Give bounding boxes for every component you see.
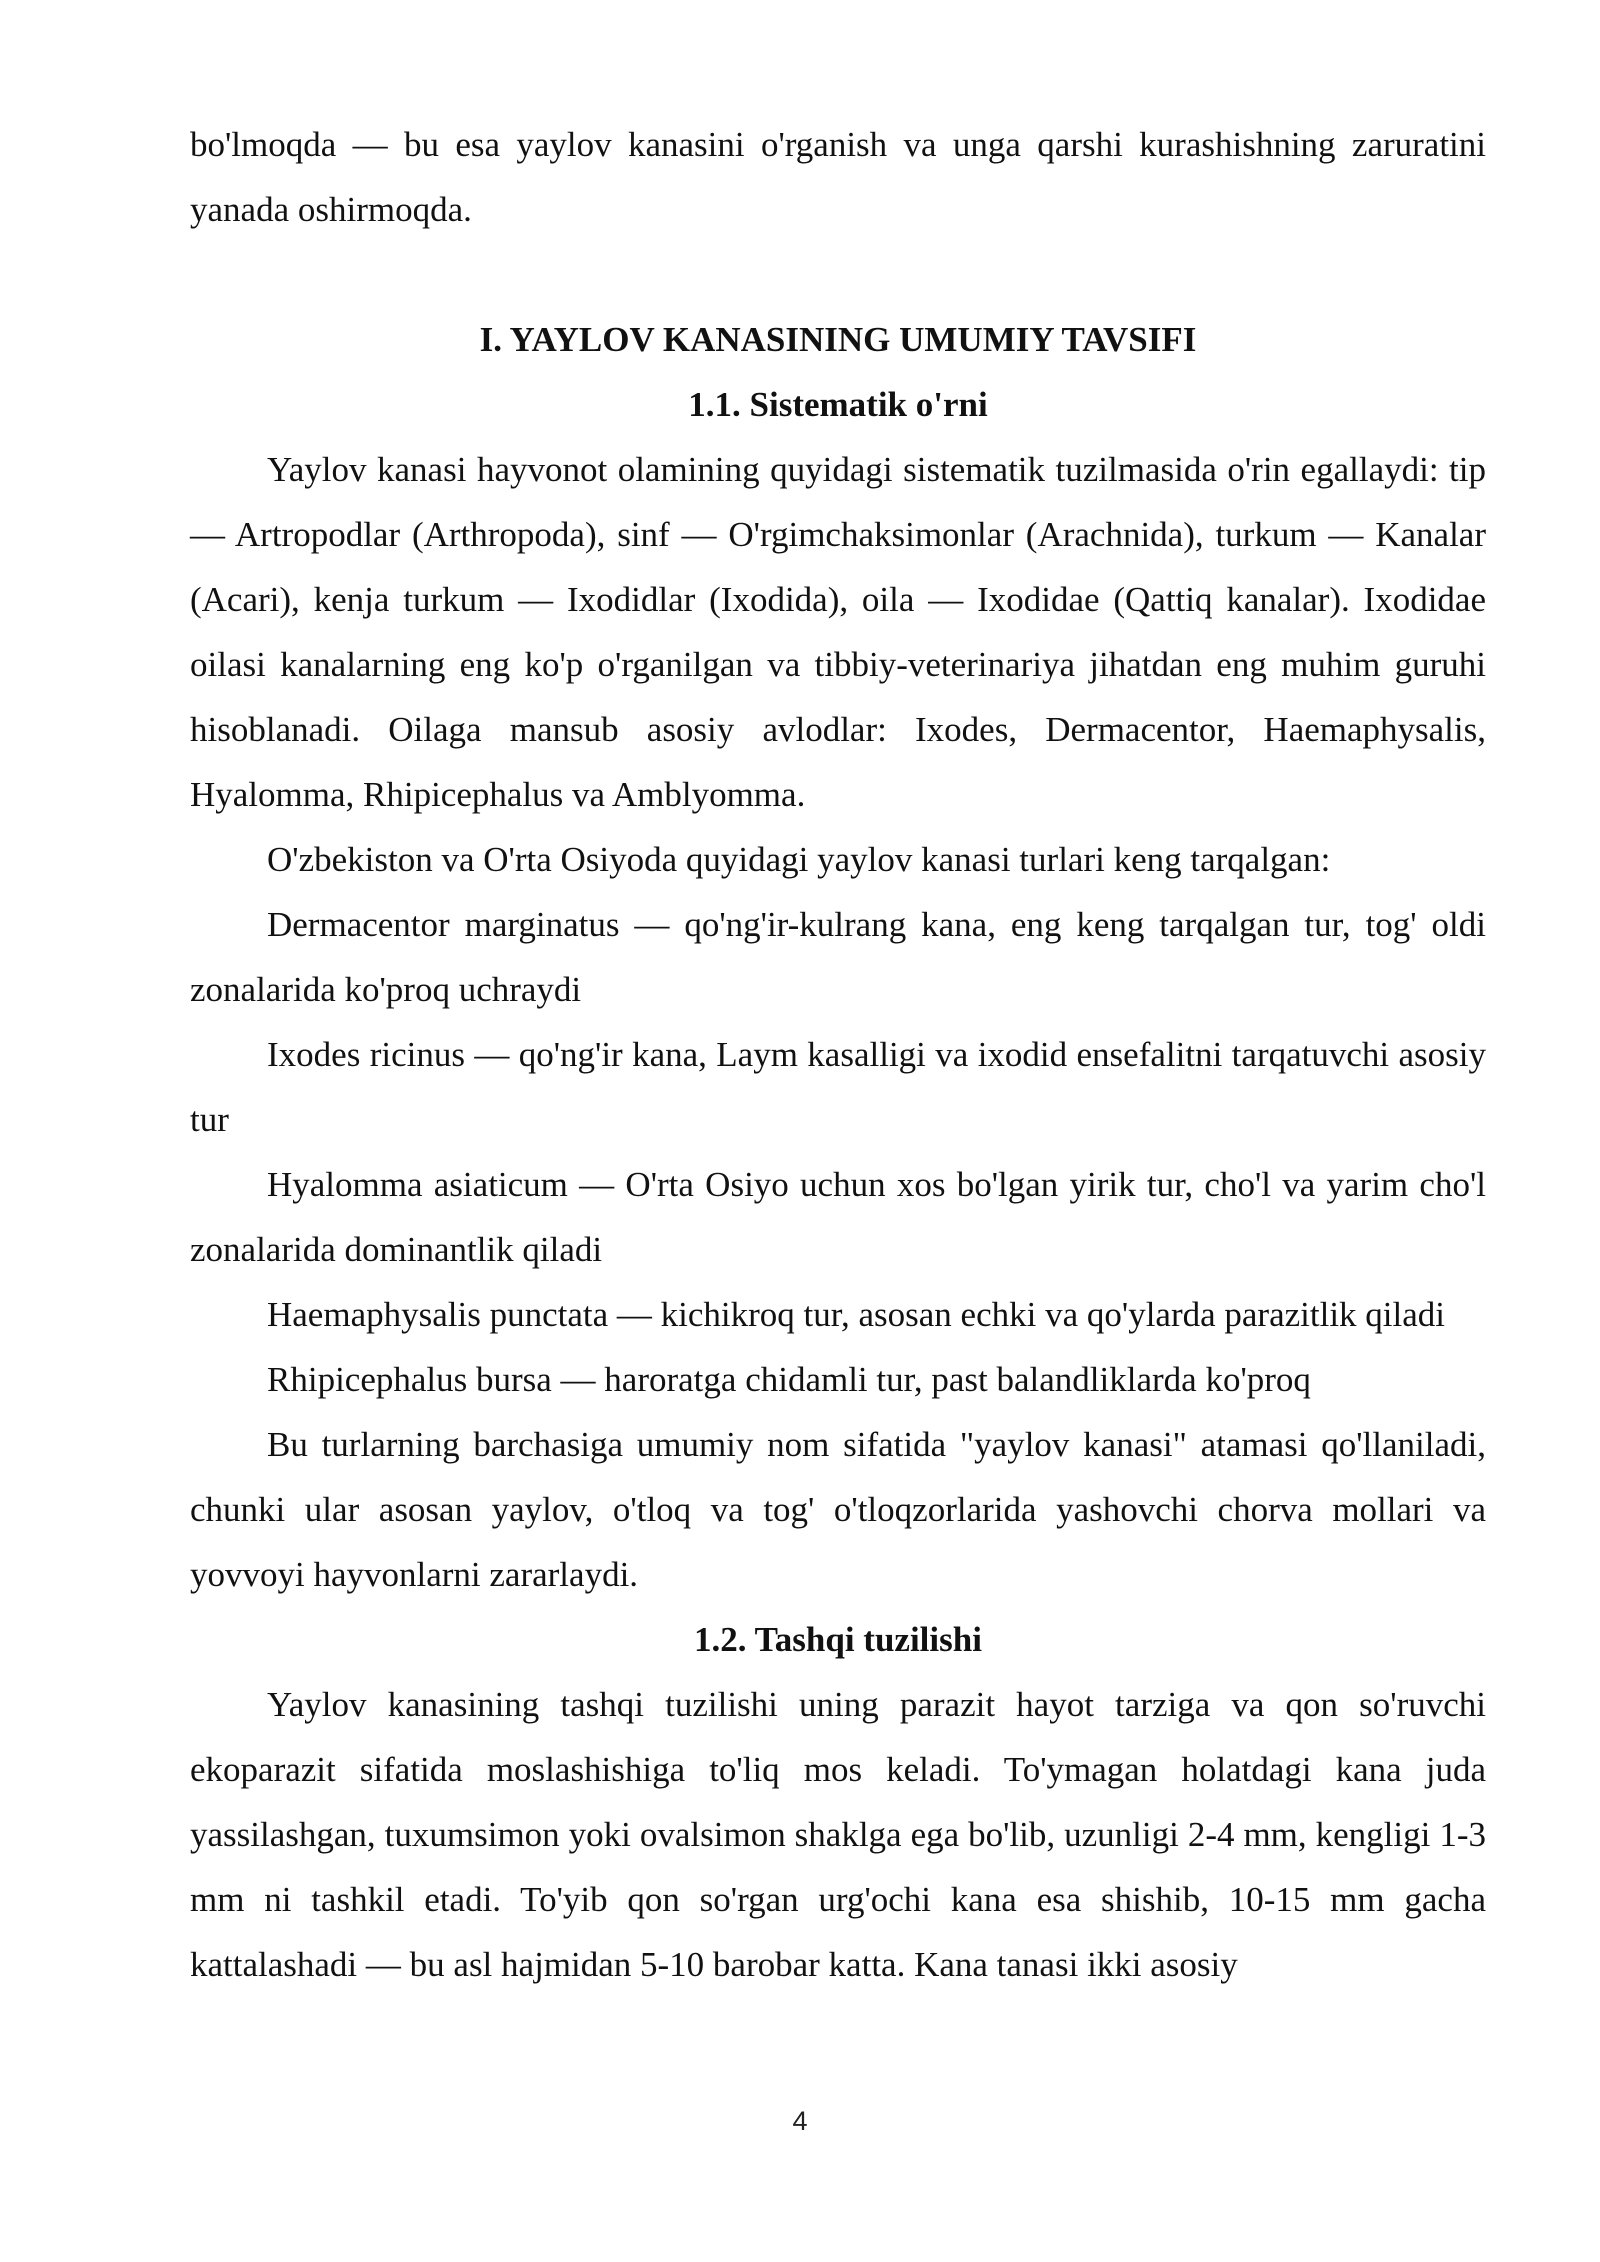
species-item-ixodes: Ixodes ricinus — qo'ng'ir kana, Laym kasalligi va ixodid ensefalitni tarqatuvchi asosiy tur <box>190 1035 1486 1139</box>
section-title-1-1: 1.1. Sistematik o'rni <box>688 385 988 424</box>
species-item-rhipicephalus: Rhipicephalus bursa — haroratga chidamli tur, past balandliklarda ko'proq <box>267 1360 1311 1399</box>
paragraph-external-structure: Yaylov kanasining tashqi tuzilishi uning parazit hayot tarziga va qon so'ruvchi ekoparazit sifatida moslashishiga to'liq mos keladi. To'ymagan holatdagi kana juda yassilashgan, tuxumsimon yoki ovalsimon shaklga ega bo'lib, uzunligi 2-4 mm, kengligi 1-3 mm ni tashkil etadi. To'yib qon so'rgan urg'ochi kana esa shishib, 10-15 mm gacha kattalashadi — bu asl hajmidan 5-10 barobar katta. Kana tanasi ikki asosiy <box>190 1685 1486 1984</box>
spacer <box>190 242 1486 307</box>
chapter-title: I. YAYLOV KANASINING UMUMIY TAVSIFI <box>479 320 1197 359</box>
paragraph-species-intro: O'zbekiston va O'rta Osiyoda quyidagi yaylov kanasi turlari keng tarqalgan: <box>267 840 1331 879</box>
section-title-1-2: 1.2. Tashqi tuzilishi <box>694 1620 982 1659</box>
species-item-hyalomma: Hyalomma asiaticum — O'rta Osiyo uchun xos bo'lgan yirik tur, cho'l va yarim cho'l zonalarida dominantlik qiladi <box>190 1165 1486 1269</box>
species-item-dermacentor: Dermacentor marginatus — qo'ng'ir-kulrang kana, eng keng tarqalgan tur, tog' oldi zonalarida ko'proq uchraydi <box>190 905 1486 1009</box>
page-number: 4 <box>792 2106 808 2136</box>
species-item-haemaphysalis: Haemaphysalis punctata — kichikroq tur, asosan echki va qo'ylarda parazitlik qiladi <box>267 1295 1446 1334</box>
paragraph-systematics: Yaylov kanasi hayvonot olamining quyidagi sistematik tuzilmasida o'rin egallaydi: tip — Artropodlar (Arthropoda), sinf — O'rgimchaksimonlar (Arachnida), turkum — Kanalar (Acari), kenja turkum — Ixodidlar (Ixodida), oila — Ixodidae (Qattiq kanalar). Ixodidae oilasi kanalarning eng ko'p o'rganilgan va tibbiy-veterinariya jihatdan eng muhim guruhi hisoblanadi. Oilaga mansub asosiy avlodlar: Ixodes, Dermacentor, Haemaphysalis, Hyalomma, Rhipicephalus va Amblyomma. <box>190 450 1486 814</box>
paragraph-common-name: Bu turlarning barchasiga umumiy nom sifatida "yaylov kanasi" atamasi qo'llaniladi, chunki ular asosan yaylov, o'tloq va tog' o'tloqzorlarida yashovchi chorva mollari va yovvoyi hayvonlarni zararlaydi. <box>190 1425 1486 1594</box>
continuation-paragraph: bo'lmoqda — bu esa yaylov kanasini o'rganish va unga qarshi kurashishning zaruratini yanada oshirmoqda. <box>190 125 1486 229</box>
document-page <box>190 112 1486 1997</box>
